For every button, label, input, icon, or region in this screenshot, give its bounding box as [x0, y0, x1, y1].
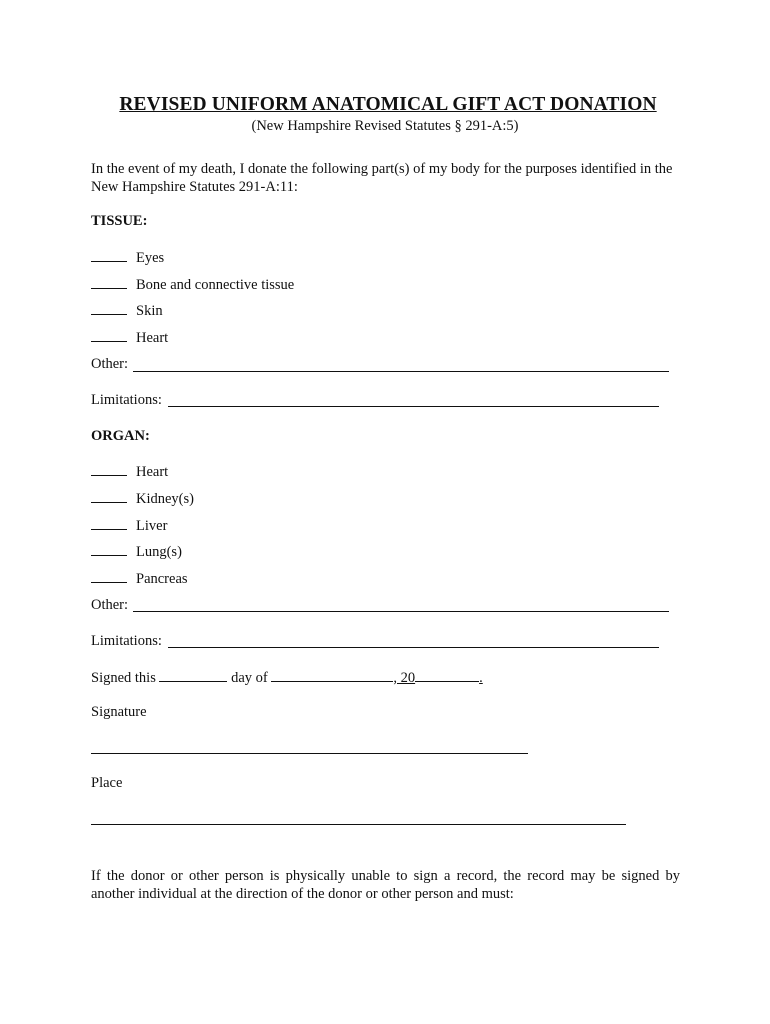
tissue-item-label: Heart	[136, 330, 169, 346]
checkbox-blank[interactable]	[91, 329, 127, 342]
organ-item-label: Kidney(s)	[136, 491, 194, 507]
checkbox-blank[interactable]	[91, 517, 127, 530]
organ-item-heart[interactable]	[91, 463, 168, 481]
intro-paragraph: In the event of my death, I donate the following part(s) of my body for the purposes identified in the New Hampshire Statutes 291-A:11:	[91, 161, 673, 195]
tissue-limitations-field[interactable]	[168, 406, 659, 407]
organ-other-label: Other:	[91, 597, 129, 613]
year-field[interactable]	[415, 669, 479, 682]
tissue-item-eyes[interactable]	[91, 249, 164, 267]
tissue-item-label: Eyes	[136, 250, 165, 266]
organ-item-kidneys[interactable]	[91, 490, 194, 508]
tissue-other-label: Other:	[91, 356, 129, 372]
signature-label: Signature	[91, 704, 147, 720]
tissue-item-skin[interactable]	[91, 302, 163, 320]
tissue-limitations-label: Limitations:	[91, 392, 162, 408]
checkbox-blank[interactable]	[91, 490, 127, 503]
checkbox-blank[interactable]	[91, 543, 127, 556]
tissue-item-label: Bone and connective tissue	[136, 277, 295, 293]
day-field[interactable]	[159, 669, 227, 682]
signed-suffix: .	[479, 670, 483, 686]
footer-paragraph: If the donor or other person is physically unable to sign a record, the record may be signed by another individual at the direction of the donor or other person and must:	[91, 868, 680, 902]
checkbox-blank[interactable]	[91, 249, 127, 262]
organ-limitations-field[interactable]	[168, 647, 659, 648]
document-subtitle: (New Hampshire Revised Statutes § 291-A:5)	[251, 118, 519, 134]
signed-prefix: Signed this	[91, 670, 156, 686]
organ-item-pancreas[interactable]	[91, 570, 188, 588]
year-prefix: , 20	[393, 670, 416, 686]
signed-line	[91, 669, 483, 687]
checkbox-blank[interactable]	[91, 302, 127, 315]
tissue-other-field[interactable]	[133, 371, 669, 372]
organ-other-field[interactable]	[133, 611, 669, 612]
organ-item-lungs[interactable]	[91, 543, 182, 561]
tissue-item-bone[interactable]	[91, 276, 294, 294]
place-field[interactable]	[91, 824, 626, 825]
day-of-label: day of	[231, 670, 268, 686]
organ-item-label: Lung(s)	[136, 544, 182, 560]
month-field[interactable]	[271, 669, 393, 682]
checkbox-blank[interactable]	[91, 463, 127, 476]
tissue-item-label: Skin	[136, 303, 163, 319]
organ-item-label: Heart	[136, 464, 169, 480]
organ-heading: ORGAN:	[91, 428, 150, 444]
organ-item-label: Liver	[136, 518, 168, 534]
organ-item-label: Pancreas	[136, 571, 188, 587]
document-title: REVISED UNIFORM ANATOMICAL GIFT ACT DONATION	[119, 94, 657, 115]
place-label: Place	[91, 775, 123, 791]
organ-item-liver[interactable]	[91, 517, 167, 535]
tissue-heading: TISSUE:	[91, 213, 148, 229]
organ-limitations-label: Limitations:	[91, 633, 162, 649]
checkbox-blank[interactable]	[91, 276, 127, 289]
tissue-item-heart[interactable]	[91, 329, 168, 347]
signature-field[interactable]	[91, 753, 528, 754]
checkbox-blank[interactable]	[91, 570, 127, 583]
